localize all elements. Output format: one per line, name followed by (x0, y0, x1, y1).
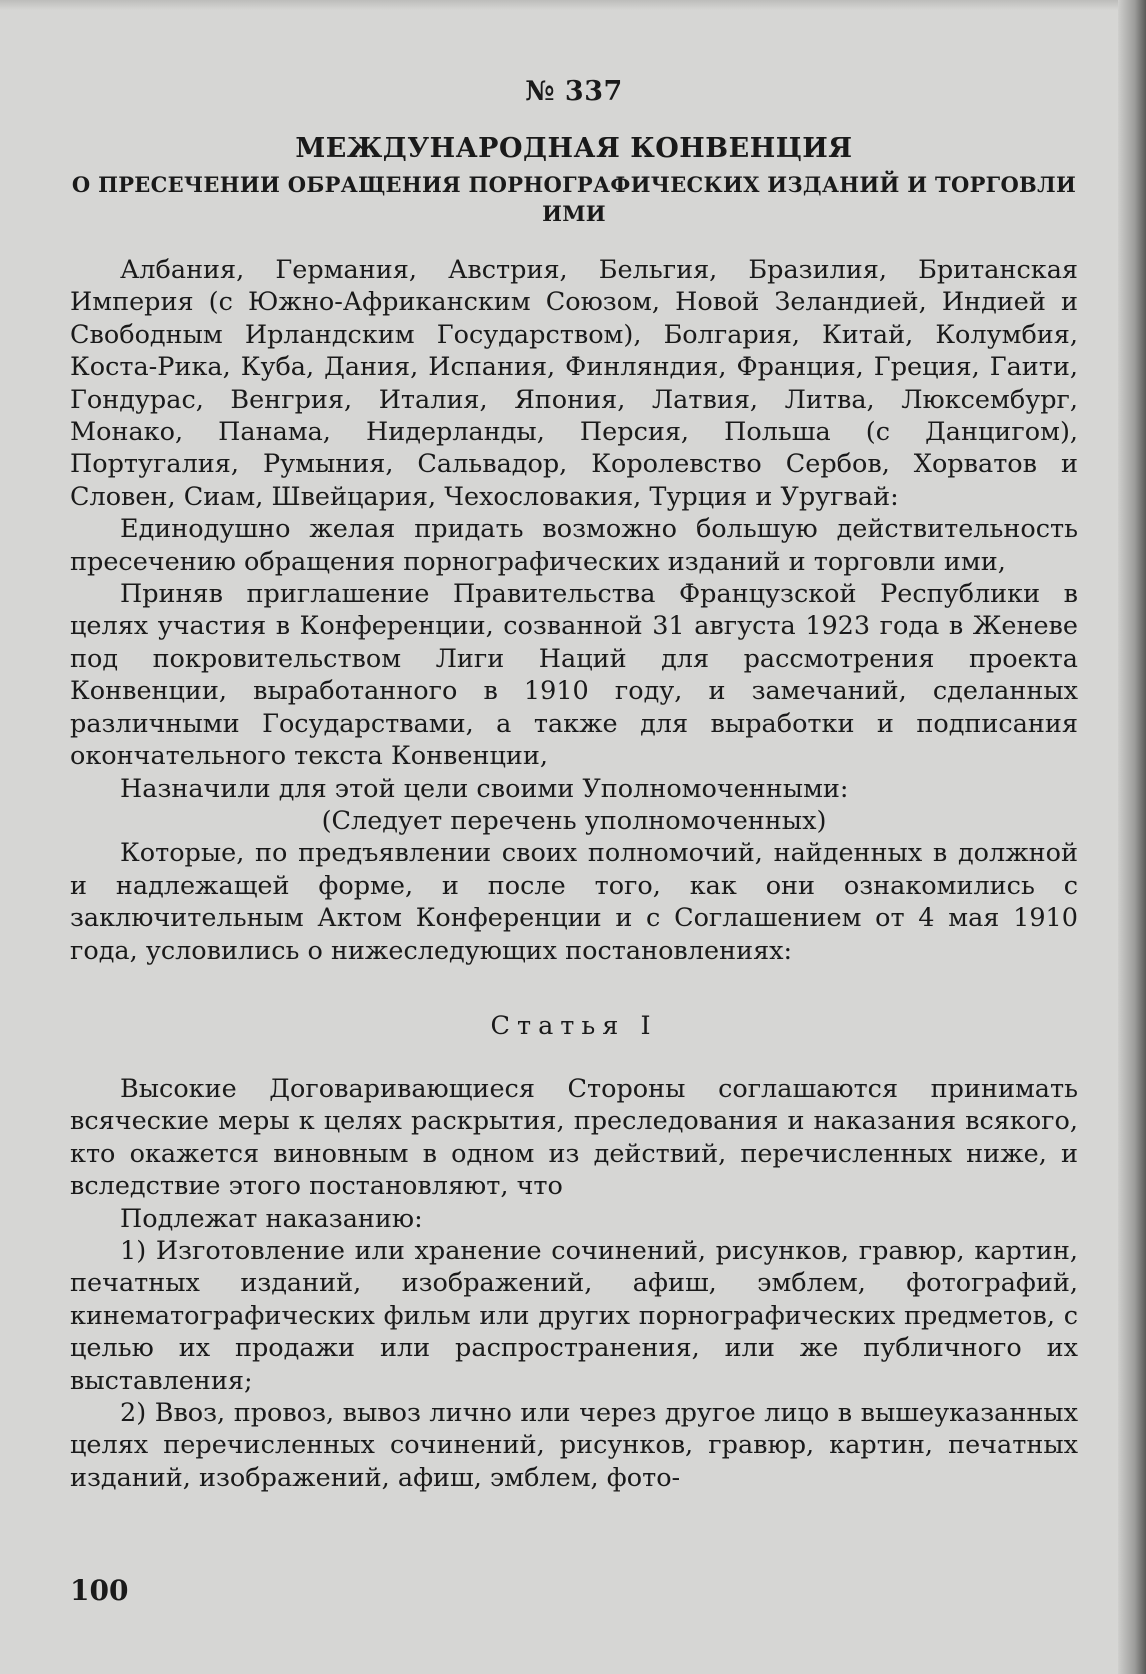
page-right-edge-shadow (1118, 0, 1146, 1674)
document-subtitle: О ПРЕСЕЧЕНИИ ОБРАЩЕНИЯ ПОРНОГРАФИЧЕСКИХ ИЗДАНИЙ И ТОРГОВЛИ ИМИ (71, 172, 1077, 226)
document-title: МЕЖДУНАРОДНАЯ КОНВЕНЦИЯ (295, 133, 853, 164)
preamble-agreed: Которые, по предъявлении своих полномочий, найденных в должной и надлежащей форме, и после того, как они ознакомились с заключительным Актом Конференции и с Соглашением от 4 мая 1910 года, условились о нижеследующих постановлениях: (70, 838, 1078, 966)
article-1-item-1: 1) Изготовление или хранение сочинений, рисунков, гравюр, картин, печатных изданий, изображений, афиш, эмблем, фотографий, кинематографических фильм или других порнографических предметов, с целью их продажи или распространения, или же публичного их выставления; (70, 1235, 1078, 1396)
preamble-parties: Албания, Германия, Австрия, Бельгия, Бразилия, Британская Империя (с Южно-Африканским Союзом, Новой Зеландией, Индией и Свободным Ирландским Государством), Болгария, Китай, Колумбия, Коста-Рика, Куба, Дания, Испания, Финляндия, Франция, Греция, Гаити, Гондурас, Венгрия, Италия, Япония, Латвия, Литва, Люксембург, Монако, Панама, Нидерланды, Персия, Польша (с Данцигом), Португалия, Румыния, Сальвадор, Королевство Сербов, Хорватов и Словен, Сиам, Швейцария, Чехословакия, Турция и Уругвай: (70, 255, 1078, 512)
preamble-invitation: Приняв приглашение Правительства Французской Республики в целях участия в Конференции, созванной 31 августа 1923 года в Женеве под покровительством Лиги Наций для рассмотрения проекта Конвенции, выработанного в 1910 году, и замечаний, сделанных различными Государствами, а также для выработки и подписания окончательного текста Конвенции, (70, 579, 1078, 772)
article-1-punishable: Подлежат наказанию: (120, 1203, 423, 1234)
page-top-shadow (0, 0, 1146, 10)
document-body (70, 68, 1078, 1494)
preamble-appointed: Назначили для этой цели своими Уполномоченными: (120, 773, 849, 804)
preamble-plenipotentiaries: (Следует перечень уполномоченных) (321, 805, 827, 836)
article-1-item-2: 2) Ввоз, провоз, вывоз лично или через другое лицо в вышеуказанных целях перечисленных сочинений, рисунков, гравюр, картин, печатных изданий, изображений, афиш, эмблем, фото- (70, 1398, 1078, 1493)
article-1-heading: Статья I (490, 1010, 658, 1041)
page-number: 100 (70, 1574, 129, 1607)
document-number: № 337 (525, 76, 623, 107)
preamble-desire: Единодушно желая придать возможно большую действительность пресечению обращения порнографических изданий и торговли ими, (70, 514, 1078, 577)
article-1-intro: Высокие Договаривающиеся Стороны соглашаются принимать всяческие меры к целях раскрытия, преследования и наказания всякого, кто окажется виновным в одном из действий, перечисленных ниже, и вследствие этого постановляют, что (70, 1073, 1078, 1202)
